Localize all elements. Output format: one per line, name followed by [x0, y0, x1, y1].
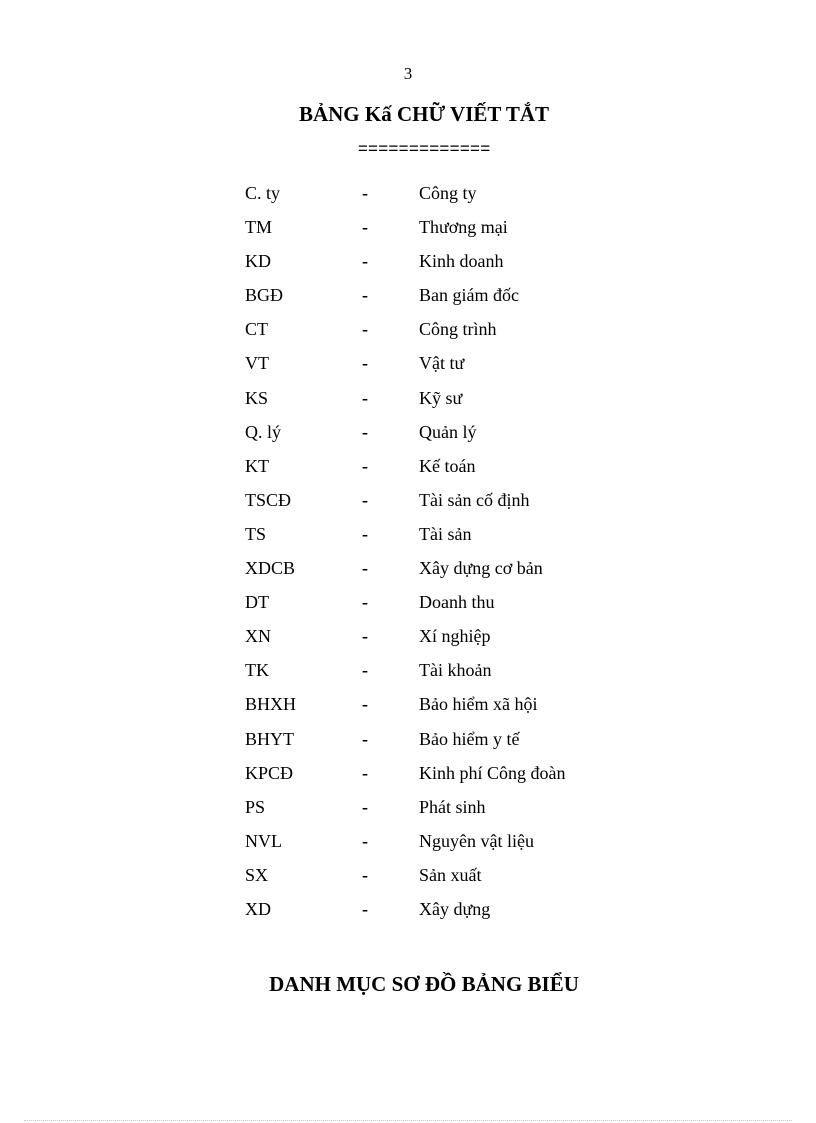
abbreviation-row — [245, 210, 645, 244]
abbreviation-meaning: Ban giám đốc — [419, 285, 519, 306]
abbreviation-code: Q. lý — [245, 421, 281, 442]
abbreviation-code: KT — [245, 455, 269, 476]
abbreviation-dash: - — [362, 558, 368, 579]
abbreviation-row — [245, 824, 645, 858]
abbreviation-code: XDCB — [245, 558, 296, 579]
abbreviation-code: PS — [245, 796, 266, 817]
abbreviation-row — [245, 790, 645, 824]
abbreviation-code: TM — [245, 217, 272, 238]
abbreviation-meaning: Công ty — [419, 183, 477, 203]
abbreviation-meaning: Vật tư — [419, 353, 465, 374]
abbreviation-meaning: Quản lý — [419, 421, 477, 442]
abbreviation-dash: - — [362, 694, 368, 715]
abbreviation-row — [245, 244, 645, 278]
abbreviation-dash: - — [362, 523, 368, 544]
abbreviation-row — [245, 312, 645, 346]
abbreviation-row — [245, 176, 645, 210]
abbreviation-dash: - — [362, 353, 368, 374]
abbreviation-dash: - — [362, 455, 368, 476]
abbreviation-code: XN — [245, 626, 271, 647]
abbreviation-dash: - — [362, 898, 368, 919]
abbreviation-row — [245, 278, 645, 312]
abbreviation-meaning: Bảo hiểm xã hội — [419, 694, 538, 715]
abbreviation-meaning: Xây dựng — [419, 898, 491, 919]
abbreviation-code: BGĐ — [245, 285, 284, 306]
abbreviation-code: CT — [245, 319, 269, 340]
page-number: 3 — [403, 64, 413, 83]
abbreviation-row — [245, 449, 645, 483]
abbreviation-dash: - — [362, 762, 368, 783]
abbreviation-dash: - — [362, 251, 368, 272]
abbreviation-meaning: Thương mại — [419, 217, 508, 238]
abbreviation-code: TK — [245, 660, 269, 681]
abbreviation-row — [245, 619, 645, 653]
abbreviation-list — [245, 176, 645, 926]
abbreviation-code: BHYT — [245, 728, 294, 749]
abbreviation-row — [245, 653, 645, 687]
abbreviation-row — [245, 892, 645, 926]
page-title: BẢNG Kấ CHỮ VIẾT TẮT — [298, 102, 550, 126]
abbreviation-dash: - — [362, 319, 368, 340]
section-heading: DANH MỤC SƠ ĐỒ BẢNG BIỂU — [269, 972, 579, 996]
abbreviation-code: NVL — [245, 830, 282, 851]
abbreviation-meaning: Phát sinh — [419, 796, 486, 817]
abbreviation-dash: - — [362, 864, 368, 885]
abbreviation-row — [245, 585, 645, 619]
abbreviation-row — [245, 517, 645, 551]
abbreviation-dash: - — [362, 421, 368, 442]
abbreviation-dash: - — [362, 387, 368, 408]
abbreviation-code: KPCĐ — [245, 762, 294, 783]
abbreviation-dash: - — [362, 489, 368, 510]
abbreviation-row — [245, 722, 645, 756]
abbreviation-row — [245, 483, 645, 517]
abbreviation-code: SX — [245, 864, 269, 885]
abbreviation-meaning: Tài khoản — [419, 660, 492, 681]
abbreviation-meaning: Doanh thu — [419, 592, 495, 613]
abbreviation-dash: - — [362, 217, 368, 238]
abbreviation-meaning: Kỹ sư — [419, 387, 463, 408]
abbreviation-row — [245, 687, 645, 721]
abbreviation-code: VT — [245, 353, 269, 374]
abbreviation-code: C. ty — [245, 183, 281, 203]
abbreviation-row — [245, 415, 645, 449]
abbreviation-dash: - — [362, 830, 368, 851]
abbreviation-row — [245, 858, 645, 892]
abbreviation-row — [245, 381, 645, 415]
abbreviation-dash: - — [362, 592, 368, 613]
abbreviation-code: KD — [245, 251, 271, 272]
abbreviation-meaning: Xây dựng cơ bản — [419, 558, 543, 579]
abbreviation-dash: - — [362, 728, 368, 749]
abbreviation-code: DT — [245, 592, 269, 613]
page-bottom-rule — [24, 1120, 792, 1121]
abbreviation-code: TSCĐ — [245, 489, 292, 510]
abbreviation-code: XD — [245, 898, 271, 919]
abbreviation-meaning: Sản xuất — [419, 864, 482, 885]
abbreviation-meaning: Tài sản cố định — [419, 489, 530, 510]
abbreviation-row — [245, 346, 645, 380]
abbreviation-dash: - — [362, 796, 368, 817]
abbreviation-meaning: Kinh doanh — [419, 251, 504, 272]
abbreviation-dash: - — [362, 285, 368, 306]
abbreviation-row — [245, 756, 645, 790]
abbreviation-meaning: Xí nghiệp — [419, 626, 491, 647]
abbreviation-dash: - — [362, 626, 368, 647]
abbreviation-dash: - — [362, 183, 368, 203]
abbreviation-meaning: Nguyên vật liệu — [419, 830, 534, 851]
abbreviation-code: BHXH — [245, 694, 297, 715]
abbreviation-meaning: Bảo hiểm y tế — [419, 728, 520, 749]
abbreviation-dash: - — [362, 660, 368, 681]
abbreviation-meaning: Kinh phí Công đoàn — [419, 762, 566, 783]
abbreviation-code: TS — [245, 523, 267, 544]
title-separator: ============= — [357, 141, 491, 160]
abbreviation-row — [245, 551, 645, 585]
abbreviation-code: KS — [245, 387, 269, 408]
abbreviation-meaning: Tài sản — [419, 523, 472, 544]
abbreviation-meaning: Công trình — [419, 319, 497, 340]
abbreviation-meaning: Kế toán — [419, 455, 476, 476]
